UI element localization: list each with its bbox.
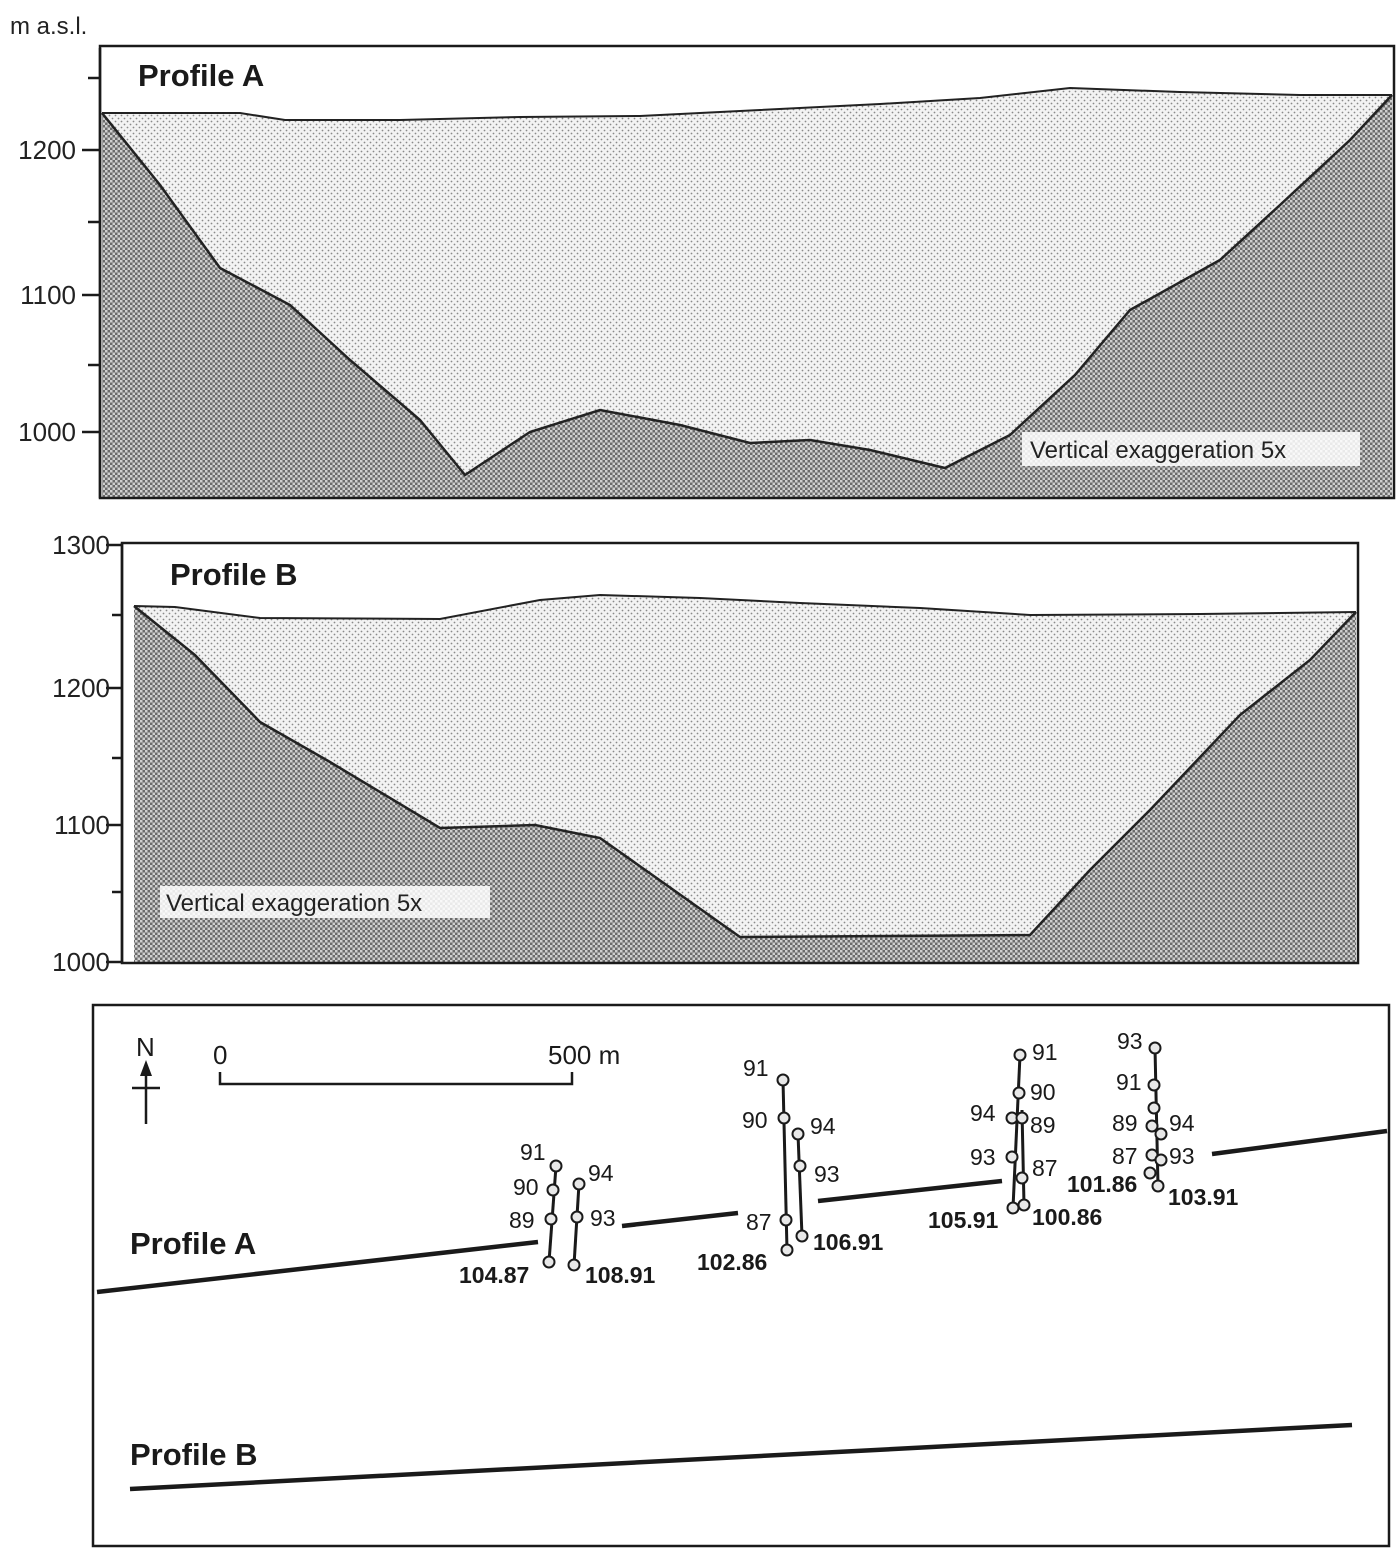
stake-point [1147,1121,1158,1132]
north-label: N [136,1032,155,1062]
stake-label: 103.91 [1168,1184,1239,1210]
stake-point [782,1245,793,1256]
stake-point [1156,1155,1167,1166]
stake-point [1149,1103,1160,1114]
profile-b-tick-1000: 1000 [52,947,110,977]
stake-point [1019,1200,1030,1211]
stake-point [1150,1043,1161,1054]
stake-label: 89 [1030,1112,1056,1138]
stake-label: 93 [814,1161,840,1187]
stake-label: 89 [509,1207,535,1233]
profile-a-axis [82,48,100,498]
profile-b-tick-1300: 1300 [52,530,110,560]
stake-point [1008,1203,1019,1214]
stake-label: 93 [590,1205,616,1231]
profile-a-title: Profile A [138,58,265,93]
stake-point [548,1185,559,1196]
stake-label: 108.91 [585,1262,656,1288]
stake-label: 94 [810,1113,836,1139]
stake-label: 93 [1169,1143,1195,1169]
map-frame [93,1005,1389,1546]
stake-label: 94 [1169,1110,1195,1136]
stake-point [544,1257,555,1268]
stake-label: 93 [970,1144,996,1170]
stake-point [1014,1088,1025,1099]
stake-label: 91 [1032,1039,1058,1065]
stake-point [1145,1168,1156,1179]
stake-label: 100.86 [1032,1204,1103,1230]
stake-label: 91 [743,1055,769,1081]
stake-label: 87 [746,1209,772,1235]
stake-label: 89 [1112,1110,1138,1136]
stake-point [572,1212,583,1223]
profile-a-tick-1000: 1000 [18,417,76,447]
profile-b-note: Vertical exaggeration 5x [166,890,423,917]
stake-point [781,1215,792,1226]
stake-label: 90 [1030,1079,1056,1105]
profile-a-panel [10,13,1394,498]
stake-point [569,1260,580,1271]
stake-point [795,1161,806,1172]
stake-label: 101.86 [1067,1171,1138,1197]
stake-point [551,1161,562,1172]
stake-label: 90 [513,1174,539,1200]
profile-b-title: Profile B [170,557,298,592]
stake-point [1153,1181,1164,1192]
stake-label: 102.86 [697,1249,768,1275]
profile-b-panel [52,530,1358,977]
stake-label: 91 [520,1139,546,1165]
stake-label: 90 [742,1107,768,1133]
stake-label: 87 [1032,1155,1058,1181]
stake-label: 104.87 [459,1262,530,1288]
stake-label: 87 [1112,1143,1138,1169]
stake-label: 106.91 [813,1229,884,1255]
stake-point [1007,1152,1018,1163]
profile-b-axis [106,543,122,963]
profile-a-note: Vertical exaggeration 5x [1030,437,1287,464]
stake-point [793,1129,804,1140]
stake-point [1149,1080,1160,1091]
scale-end-label: 500 m [548,1040,621,1070]
stake-point [778,1075,789,1086]
stake-label: 94 [588,1160,614,1186]
profile-b-tick-1100: 1100 [54,810,110,840]
stake-point [797,1231,808,1242]
unit-label: m a.s.l. [10,13,88,40]
stake-label: 93 [1117,1028,1143,1054]
stake-label: 105.91 [928,1207,999,1233]
stake-point [546,1214,557,1225]
map-profile-a-label: Profile A [130,1226,257,1261]
stake-point [1017,1173,1028,1184]
map-panel [93,1005,1389,1546]
profile-a-tick-1100: 1100 [20,280,76,310]
profile-b-tick-1200: 1200 [52,673,110,703]
stake-point [1156,1129,1167,1140]
profile-a-tick-1200: 1200 [18,135,76,165]
stake-point [779,1113,790,1124]
stake-label: 94 [970,1100,996,1126]
stake-point [1015,1050,1026,1061]
stake-point [574,1179,585,1190]
map-profile-b-label: Profile B [130,1437,258,1472]
scale-start-label: 0 [213,1040,228,1070]
stake-label: 91 [1116,1069,1142,1095]
stake-point [1017,1113,1028,1124]
